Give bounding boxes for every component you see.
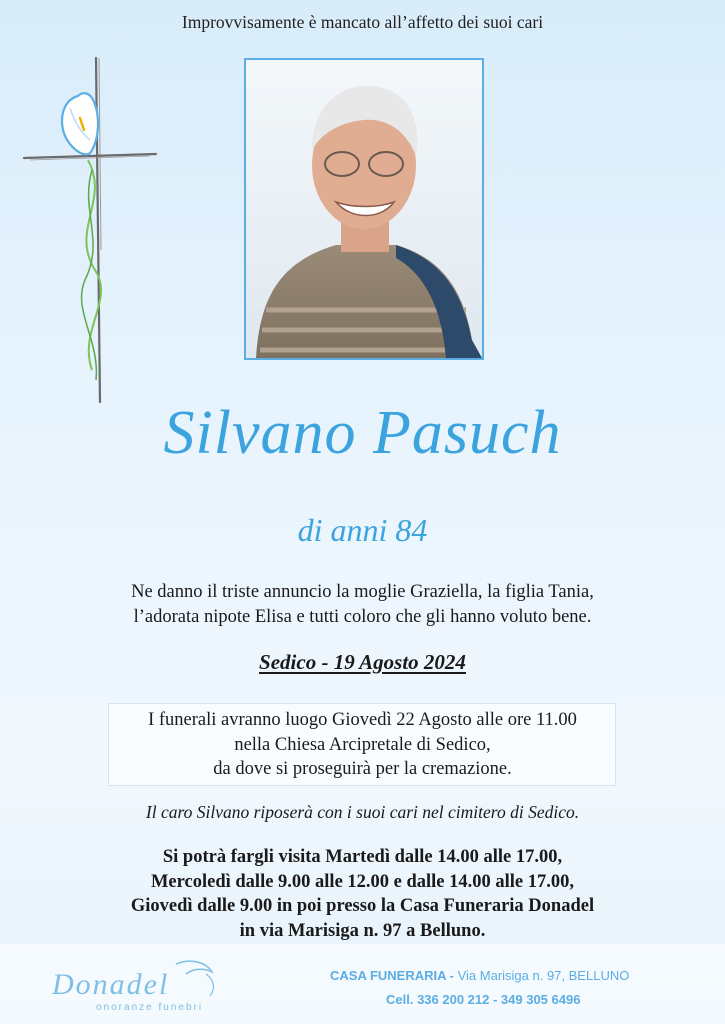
place-and-date [0, 650, 725, 675]
visiting-line: Si potrà fargli visita Martedì dalle 14.00 alle 17.00, [162, 847, 563, 867]
announcement-text [0, 580, 725, 630]
visiting-line: in via Marisiga n. 97 a Belluno. [239, 920, 486, 941]
announcement-line: Ne danno il triste annuncio la moglie Graziella, la figlia Tania, [131, 582, 594, 602]
visiting-hours [0, 845, 725, 943]
intro-text: Improvvisamente è mancato all’affetto dei suoi cari [181, 12, 544, 32]
funeral-line: da dove si proseguirà per la cremazione. [213, 759, 512, 779]
company-street: Via Marisiga n. 97, BELLUNO [453, 968, 630, 983]
funeral-line: I funerali avranno luogo Giovedì 22 Agosto alle ore 11.00 [148, 710, 577, 730]
company-label: CASA FUNERARIA - [330, 968, 454, 983]
deceased-name: Silvano Pasuch [163, 399, 562, 467]
visiting-line: Mercoledì dalle 9.00 alle 12.00 e dalle 14.00 alle 17.00, [150, 871, 575, 892]
place-and-date-text: Sedico - 19 Agosto 2024 [259, 650, 466, 674]
portrait-photo [244, 58, 484, 360]
funeral-line: nella Chiesa Arcipretale di Sedico, [234, 734, 491, 755]
visiting-line: Giovedì dalle 9.00 in poi presso la Casa Funeraria Donadel [130, 896, 595, 916]
company-address [330, 968, 629, 983]
deceased-age: di anni 84 [297, 512, 428, 548]
burial-note: Il caro Silvano riposerà con i suoi cari nel cimitero di Sedico. [145, 802, 580, 822]
logo-subtitle: onoranze funebri [96, 1002, 204, 1013]
cross-with-calla-lily-icon [0, 0, 160, 420]
funeral-info-text [0, 708, 725, 782]
announcement-line: l’adorata nipote Elisa e tutti coloro che gli hanno voluto bene. [133, 607, 592, 627]
company-phones: Cell. 336 200 212 - 349 305 6496 [386, 992, 581, 1007]
logo-name: Donadel [52, 968, 170, 1001]
